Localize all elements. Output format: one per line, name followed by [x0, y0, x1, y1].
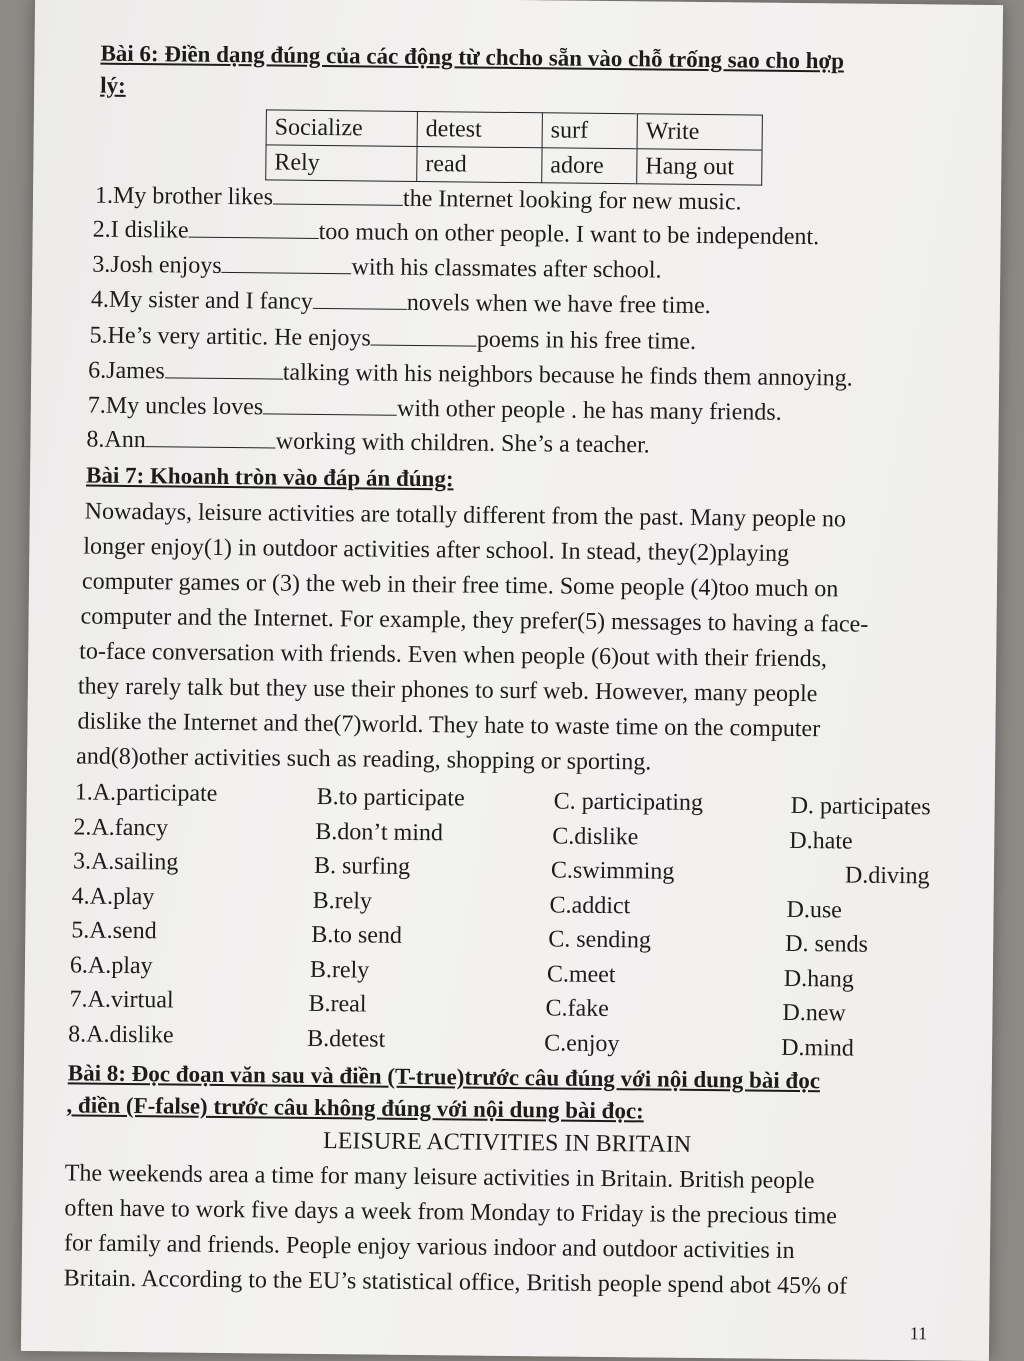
table-row [266, 110, 762, 150]
table-cell: Rely [266, 145, 417, 182]
ex6-item-1: 1.My brother likes the Internet looking for new music. [94, 182, 742, 216]
ex7-passage-line: computer and the Internet. For example, they prefer(5) messages to having a face- [80, 603, 869, 638]
ex7-passage-line: and(8)other activities such as reading, shopping or sporting. [76, 743, 652, 776]
ex7-passage-line: computer games or (3) the web in their free time. Some people (4)too much on [81, 568, 839, 603]
ex6-title-line1: Bài 6: Điền dạng đúng của các động từ chcho sẵn vào chỗ trống sao cho hợp [100, 40, 845, 74]
option-3c[interactable]: C.swimming [550, 857, 675, 885]
option-5a[interactable]: 5.A.send [71, 917, 157, 945]
table-cell: Hang out [637, 149, 762, 185]
option-8d[interactable]: D.mind [781, 1034, 854, 1062]
option-4b[interactable]: B.rely [312, 887, 373, 915]
table-row [266, 145, 762, 185]
ex8-heading: LEISURE ACTIVITIES IN BRITAIN [322, 1128, 692, 1158]
answer-blank[interactable] [263, 393, 397, 415]
answer-blank[interactable] [189, 217, 319, 239]
option-2c[interactable]: C.dislike [552, 823, 639, 851]
option-6a[interactable]: 6.A.play [69, 952, 153, 980]
answer-blank[interactable] [273, 183, 403, 205]
table-cell: adore [542, 148, 637, 184]
ex6-title-line2: lý: [100, 72, 126, 98]
option-8a[interactable]: 8.A.dislike [68, 1021, 174, 1049]
answer-blank[interactable] [146, 426, 276, 448]
table-cell: surf [542, 113, 637, 149]
option-1b[interactable]: B.to participate [316, 783, 465, 812]
option-3d[interactable]: D.diving [844, 862, 930, 890]
ex8-title-line1: Bài 8: Đọc đoạn văn sau và điền (T-true)trước câu đúng với nội dung bài đọc [67, 1060, 821, 1094]
ex7-passage-line: Nowadays, leisure activities are totally different from the past. Many people no [84, 498, 847, 533]
option-6d[interactable]: D.hang [783, 965, 854, 993]
option-5d[interactable]: D. sends [785, 930, 869, 958]
ex8-passage-line: for family and friends. People enjoy various indoor and outdoor activities in [63, 1230, 795, 1264]
option-2d[interactable]: D.hate [789, 827, 853, 855]
option-6c[interactable]: C.meet [546, 961, 616, 989]
option-5c[interactable]: C. sending [548, 926, 652, 954]
ex6-item-4: 4.My sister and I fancy novels when we have free time. [90, 286, 711, 320]
ex6-item-6: 6.James talking with his neighbors because he finds them annoying. [88, 357, 853, 392]
option-3b[interactable]: B. surfing [313, 852, 411, 880]
verb-table [265, 109, 763, 185]
option-7c[interactable]: C.fake [545, 995, 609, 1023]
option-3a[interactable]: 3.A.sailing [72, 848, 179, 876]
ex6-item-7: 7.My uncles loves with other people . he has many friends. [87, 392, 782, 426]
ex7-passage-line: they rarely talk but they use their phones to surf web. However, many people [77, 673, 818, 708]
ex7-passage-line: longer enjoy(1) in outdoor activities after school. In stead, they(2)playing [83, 533, 790, 567]
option-1c[interactable]: C. participating [553, 788, 704, 817]
option-8c[interactable]: C.enjoy [544, 1030, 620, 1058]
answer-blank[interactable] [222, 252, 352, 274]
ex8-passage-line: often have to work five days a week from Monday to Friday is the precious time [64, 1195, 837, 1230]
table-cell: detest [417, 111, 542, 147]
option-8b[interactable]: B.detest [307, 1025, 386, 1053]
ex6-item-3: 3.Josh enjoys with his classmates after school. [92, 251, 662, 284]
ex7-title: Bài 7: Khoanh tròn vào đáp án đúng: [85, 462, 454, 492]
answer-blank[interactable] [371, 325, 477, 347]
option-7a[interactable]: 7.A.virtual [69, 986, 174, 1014]
ex6-item-8: 8.Ann working with children. She’s a teacher. [86, 426, 650, 459]
option-4a[interactable]: 4.A.play [71, 883, 155, 911]
page-number: 11 [909, 1323, 928, 1344]
worksheet-page [21, 0, 1003, 1361]
table-cell: Write [637, 114, 762, 150]
answer-blank[interactable] [165, 357, 283, 379]
option-7b[interactable]: B.real [308, 990, 367, 1018]
option-2a[interactable]: 2.A.fancy [73, 814, 169, 842]
ex8-passage-line: Britain. According to the EU’s statistical office, British people spend abot 45% of [63, 1265, 848, 1300]
option-7d[interactable]: D.new [782, 999, 846, 1027]
answer-blank[interactable] [313, 288, 407, 310]
option-6b[interactable]: B.rely [309, 956, 370, 984]
table-cell: Socialize [266, 110, 417, 147]
ex7-passage-line: dislike the Internet and the(7)world. They hate to waste time on the computer [77, 708, 821, 743]
ex8-title-line2: , điền (F-false) trước câu không đúng với nội dung bài đọc: [66, 1092, 644, 1124]
ex6-item-2: 2.I dislike too much on other people. I want to be independent. [92, 216, 820, 251]
ex8-passage-line: The weekends area a time for many leisure activities in Britain. British people [64, 1160, 815, 1195]
option-4d[interactable]: D.use [786, 896, 843, 924]
option-5b[interactable]: B.to send [311, 921, 403, 949]
option-1d[interactable]: D. participates [790, 792, 931, 821]
option-2b[interactable]: B.don’t mind [315, 818, 444, 847]
option-4c[interactable]: C.addict [549, 892, 631, 920]
ex7-passage-line: to-face conversation with friends. Even when people (6)out with their friends, [79, 638, 828, 673]
ex6-item-5: 5.He’s very artitic. He enjoys poems in his free time. [89, 322, 697, 355]
table-cell: read [417, 146, 542, 182]
option-1a[interactable]: 1.A.participate [74, 779, 218, 807]
